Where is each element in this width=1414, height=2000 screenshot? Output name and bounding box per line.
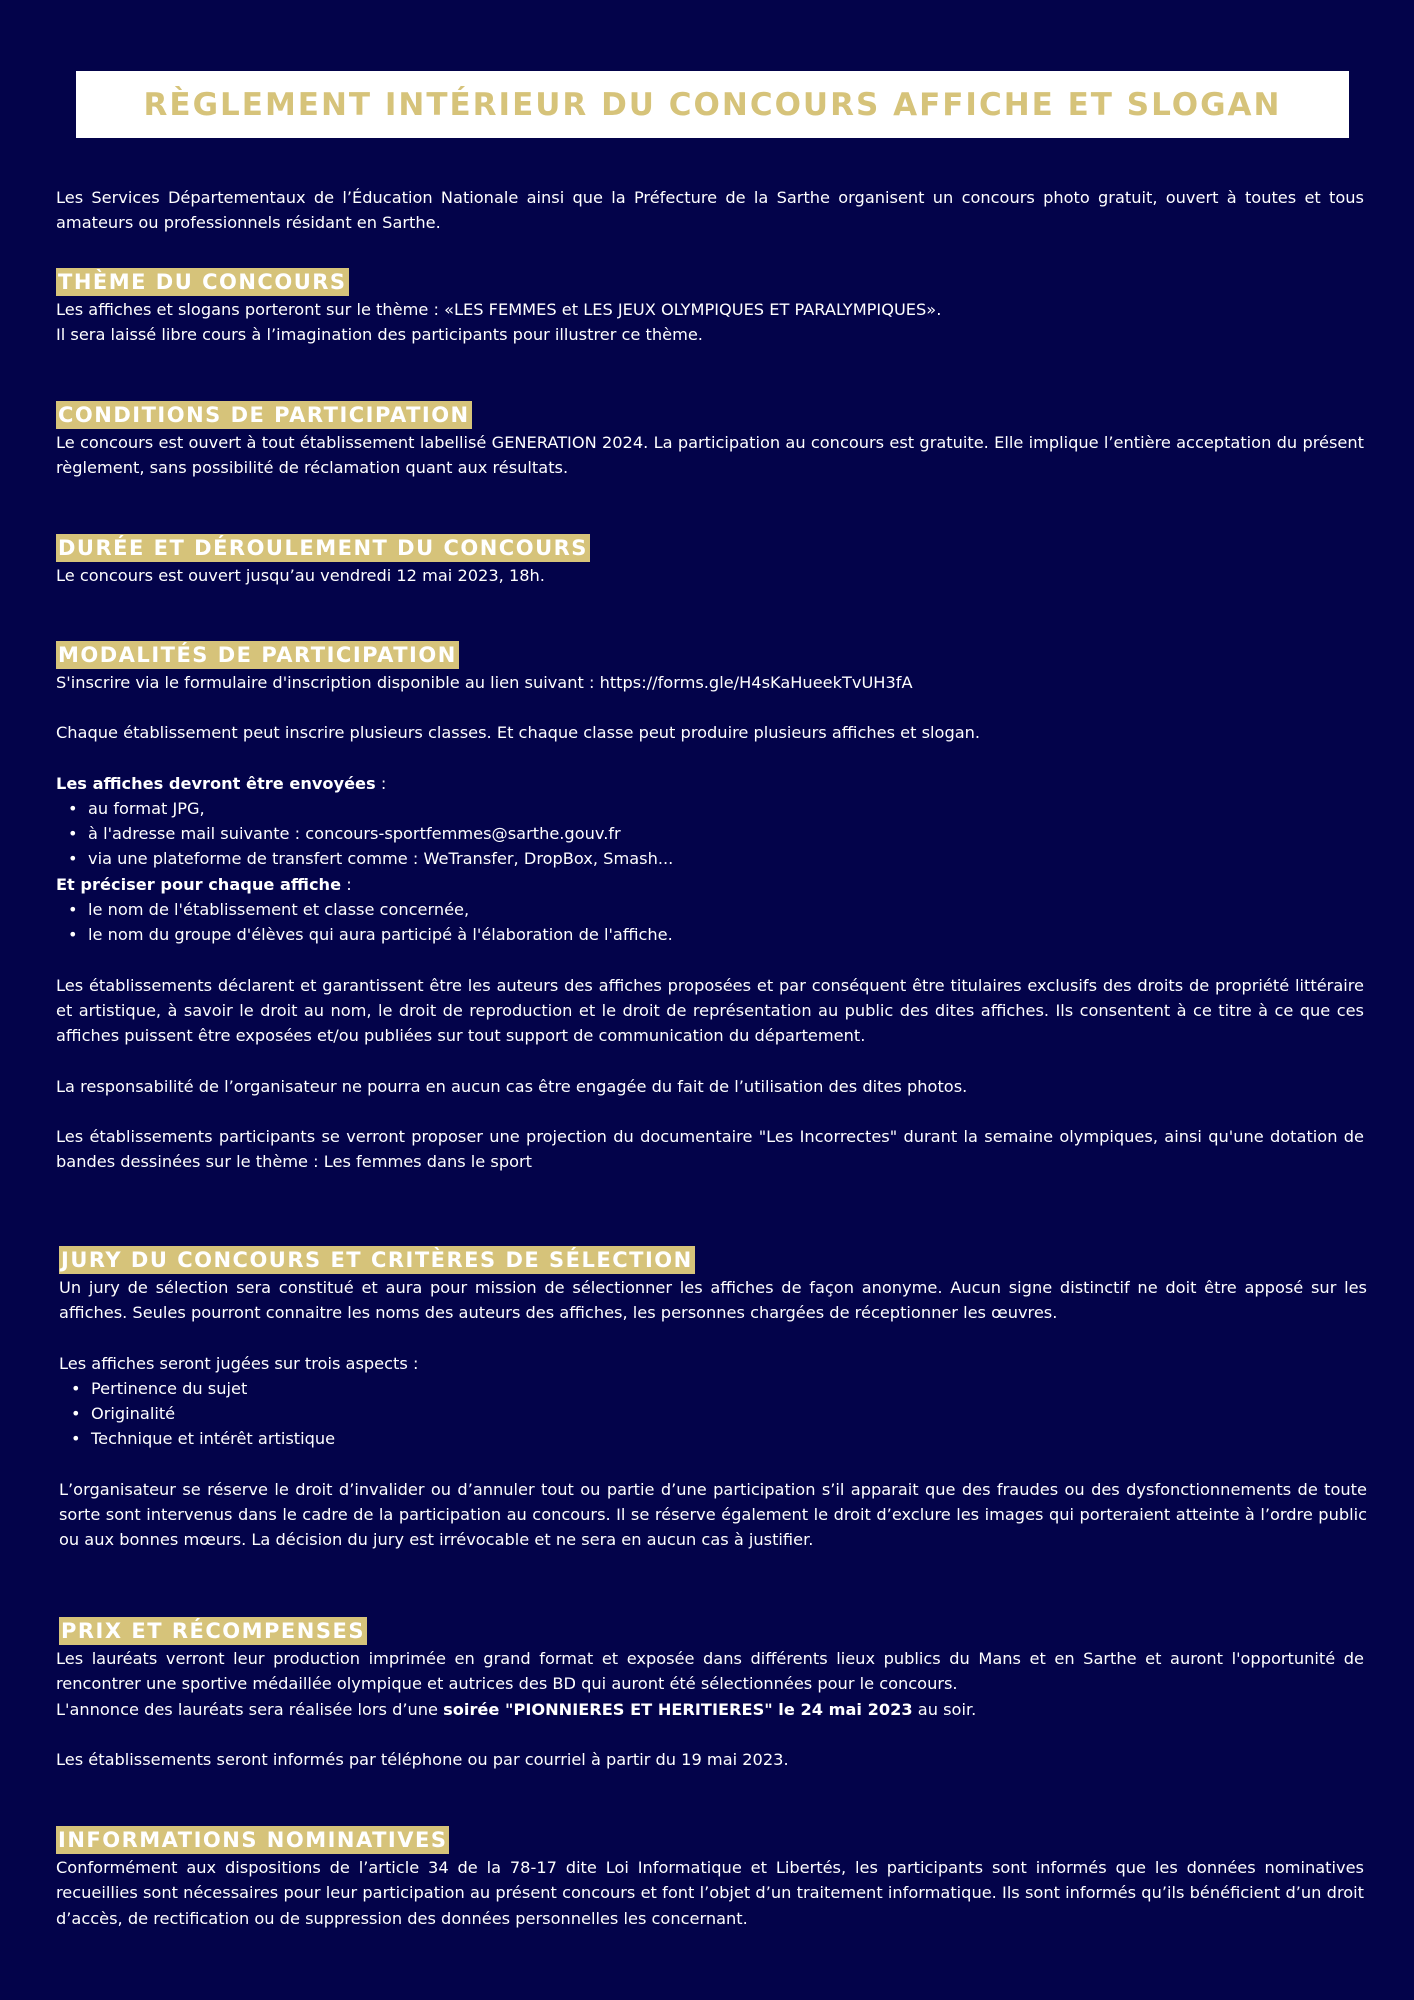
- jury-text-2: L’organisateur se réserve le droit d’invalider ou d’annuler tout ou partie d’une participation s’il apparait que des fraudes ou des dysfonctionnements de toute sorte sont intervenus dans le cadre de la participation au concours. Il se réserve également le droit d’exclure les images qui porteraient atteinte à l’ordre public ou aux bonnes mœurs. La décision du jury est irrévocable et ne sera en aucun cas à justifier.: [59, 1479, 1367, 1550]
- modalities-heading: MODALITÉS DE PARTICIPATION: [58, 643, 457, 667]
- list-item: • le nom de l'établissement et classe concernée,: [88, 897, 1364, 922]
- projection-text: Les établissements participants se verront proposer une projection du documentaire "Les Incorrectes" durant la semaine olympiques, ainsi qu'une dotation de bandes dessinées sur le thème : Les femmes dans le sport: [56, 1126, 1364, 1172]
- theme-heading: THÈME DU CONCOURS: [58, 270, 347, 294]
- list-item: • à l'adresse mail suivante : concours-sportfemmes@sarthe.gouv.fr: [88, 821, 1364, 846]
- duration-section: [56, 534, 1364, 588]
- announce-bold: soirée "PIONNIERES ET HERITIERES" le 24 mai 2023: [443, 1699, 913, 1719]
- info-heading: INFORMATIONS NOMINATIVES: [58, 1828, 448, 1852]
- prizes-section: [59, 1617, 1367, 1645]
- specify-label-line: [56, 872, 1364, 897]
- announce-suffix: au soir.: [912, 1699, 977, 1719]
- jury-section: [59, 1246, 1367, 1553]
- jury-heading: JURY DU CONCOURS ET CRITÈRES DE SÉLECTION: [61, 1248, 693, 1272]
- conditions-text: Le concours est ouvert à tout établissement labellisé GENERATION 2024. La participation au concours est gratuite. Elle implique l’entière acceptation du présent règlement, sans possibilité de réclamation quant aux résultats.: [56, 433, 1364, 478]
- page-title: RÈGLEMENT INTÉRIEUR DU CONCOURS AFFICHE ET SLOGAN: [143, 86, 1282, 123]
- prizes-heading: PRIX ET RÉCOMPENSES: [61, 1619, 365, 1643]
- prizes-body: [56, 1646, 1364, 1772]
- prizes-text-1: Les lauréats verront leur production imprimée en grand format et exposée dans différents lieux publics du Mans et en Sarthe et auront l'opportunité de rencontrer une sportive médaillée olympique et autrices des BD qui auront été sélectionnées pour le concours.: [56, 1649, 1364, 1694]
- jury-text-1: Un jury de sélection sera constitué et aura pour mission de sélectionner les affiches de façon anonyme. Aucun signe distinctif ne doit être apposé sur les affiches. Seules pourront connaitre les noms des auteurs des affiches, les personnes chargées de réceptionner les œuvres.: [59, 1278, 1367, 1323]
- specify-label: Et préciser pour chaque affiche: [56, 874, 342, 894]
- specify-suffix: :: [341, 874, 352, 894]
- title-banner: [76, 71, 1349, 138]
- list-item: • le nom du groupe d'élèves qui aura participé à l'élaboration de l'affiche.: [88, 922, 1364, 947]
- info-section: [56, 1826, 1364, 1931]
- conditions-heading: CONDITIONS DE PARTICIPATION: [58, 403, 470, 427]
- responsibility-text: La responsabilité de l’organisateur ne pourra en aucun cas être engagée du fait de l’utilisation des dites photos.: [56, 1076, 968, 1096]
- theme-line-1: Les affiches et slogans porteront sur le thème : «LES FEMMES et LES JEUX OLYMPIQUES ET PARALYMPIQUES».: [56, 300, 942, 319]
- list-item: • au format JPG,: [88, 796, 1364, 821]
- send-label-line: [56, 771, 1364, 796]
- send-list: [56, 796, 1364, 872]
- send-label: Les affiches devront être envoyées: [56, 773, 376, 793]
- theme-line-2: Il sera laissé libre cours à l’imagination des participants pour illustrer ce thème.: [56, 325, 703, 345]
- criteria-intro: Les affiches seront jugées sur trois aspects :: [59, 1353, 419, 1373]
- duration-heading: DURÉE ET DÉROULEMENT DU CONCOURS: [58, 536, 588, 560]
- intro-text: Les Services Départementaux de l’Éducation Nationale ainsi que la Préfecture de la Sarthe organisent un concours photo gratuit, ouvert à toutes et tous amateurs ou professionnels résidant en Sarthe.: [56, 188, 1364, 233]
- announce-line: [56, 1697, 1364, 1722]
- info-text: Conformément aux dispositions de l’article 34 de la 78-17 dite Loi Informatique et Libertés, les participants sont informés que les données nominatives recueillies sont nécessaires pour leur participation au présent concours et font l’objet d’un traitement informatique. Ils sont informés qu’ils bénéficient d’un droit d’accès, de rectification ou de suppression des données personnelles les concernant.: [56, 1858, 1364, 1928]
- conditions-section: [56, 401, 1364, 481]
- criteria-list: [59, 1376, 1367, 1452]
- list-item: • Pertinence du sujet: [91, 1376, 1367, 1401]
- classes-text: Chaque établissement peut inscrire plusieurs classes. Et chaque classe peut produire plusieurs affiches et slogan.: [56, 723, 981, 743]
- list-item: • Originalité: [91, 1401, 1367, 1426]
- rights-text: Les établissements déclarent et garantissent être les auteurs des affiches proposées et par conséquent être titulaires exclusifs des droits de propriété littéraire et artistique, à savoir le droit au nom, le droit de reproduction et le droit de représentation au public des dites affiches. Ils consentent à ce titre à ce que ces affiches puissent être exposées et/ou publiées sur tout support de communication du département.: [56, 975, 1364, 1046]
- announce-prefix: L'annonce des lauréats sera réalisée lors d’une: [56, 1699, 444, 1719]
- duration-text: Le concours est ouvert jusqu’au vendredi 12 mai 2023, 18h.: [56, 566, 545, 585]
- send-suffix: :: [375, 773, 387, 793]
- modalities-section: [56, 641, 1364, 1174]
- intro-section: [56, 185, 1364, 236]
- specify-list: [56, 897, 1364, 948]
- list-item: • Technique et intérêt artistique: [91, 1426, 1367, 1451]
- prizes-text-2: Les établissements seront informés par téléphone ou par courriel à partir du 19 mai 2023.: [56, 1749, 789, 1769]
- list-item: • via une plateforme de transfert comme : WeTransfer, DropBox, Smash...: [88, 846, 1364, 871]
- theme-section: [56, 268, 1364, 348]
- signup-text: S'inscrire via le formulaire d'inscription disponible au lien suivant : https://forms.gle/H4sKaHueekTvUH3fA: [56, 673, 913, 692]
